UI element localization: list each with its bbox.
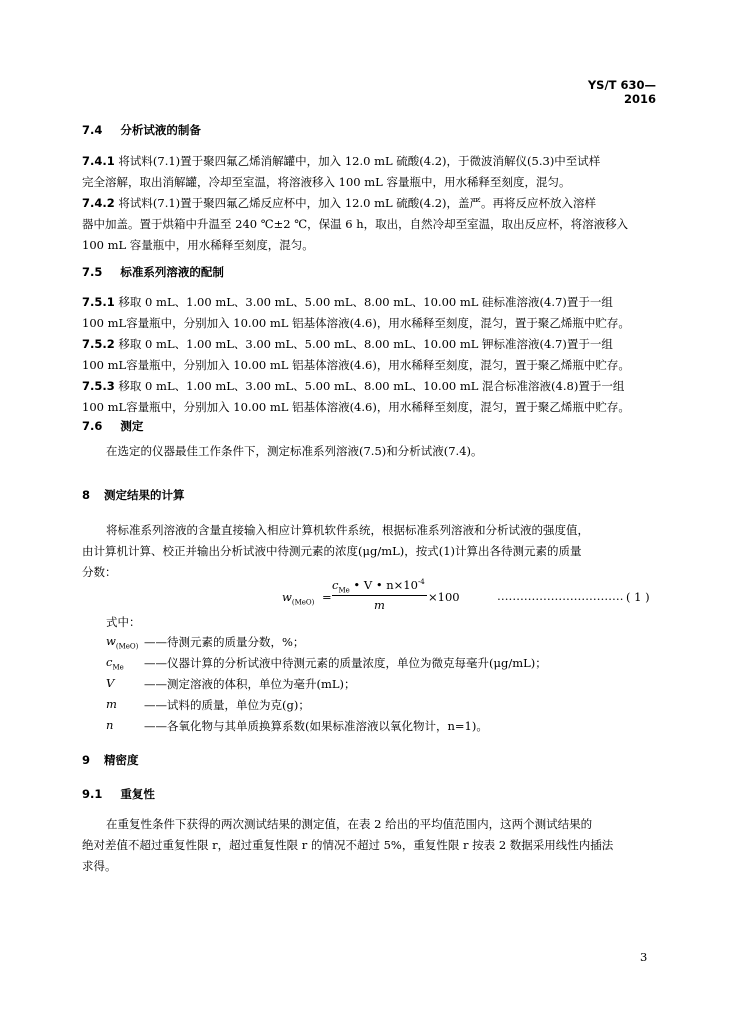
section-heading-7-5 <box>82 264 224 280</box>
section-number: 7.5 <box>82 265 103 279</box>
section-heading-9 <box>82 752 139 768</box>
section-number: 8 <box>82 488 91 502</box>
section-title: 测定 <box>120 419 144 433</box>
text-line: 将试料(7.1)置于聚四氟乙烯消解罐中，加入 12.0 mL 硫酸(4.2)，于微波消解仪(5.3)中至试样 <box>118 154 601 168</box>
definition-row: $w_{(MeO)}$ ——待测元素的质量分数，%； <box>106 634 305 651</box>
text-line: 移取 0 mL、1.00 mL、3.00 mL、5.00 mL、8.00 mL、10.00 mL 混合标准溶液(4.8)置于一组 <box>118 379 625 393</box>
formula-equals: = <box>322 590 332 604</box>
text-line: 100 mL容量瓶中，分别加入 10.00 mL 铝基体溶液(4.6)，用水稀释至刻度，混匀，置于聚乙烯瓶中贮存。 <box>82 316 630 330</box>
page-number: 3 <box>640 950 648 964</box>
text-line: 移取 0 mL、1.00 mL、3.00 mL、5.00 mL、8.00 mL、10.00 mL 钾标准溶液(4.7)置于一组 <box>118 337 613 351</box>
text-line: 求得。 <box>82 859 117 873</box>
text-line: 100 mL容量瓶中，分别加入 10.00 mL 铝基体溶液(4.6)，用水稀释至刻度，混匀，置于聚乙烯瓶中贮存。 <box>82 358 630 372</box>
formula-multiplier: ×100 <box>428 590 460 604</box>
section-title: 测定结果的计算 <box>104 488 185 502</box>
paragraph-7-5-2 <box>82 334 613 355</box>
clause-number: 7.5.2 <box>82 337 115 351</box>
paragraph-7-4-2 <box>82 193 596 214</box>
clause-number: 7.5.3 <box>82 379 115 393</box>
paragraph-7-5-1 <box>82 292 613 313</box>
section-heading-9-1 <box>82 786 155 802</box>
text-line: 100 mL 容量瓶中，用水稀释至刻度，混匀。 <box>82 238 314 252</box>
section-heading-7-4 <box>82 122 201 138</box>
section-heading-7-6 <box>82 418 143 434</box>
text-line: 分数： <box>82 565 117 579</box>
paragraph-7-6: 在选定的仪器最佳工作条件下，测定标准系列溶液(7.5)和分析试液(7.4)。 <box>106 444 483 458</box>
clause-number: 7.5.1 <box>82 295 115 309</box>
section-number: 7.6 <box>82 419 103 433</box>
section-title: 重复性 <box>120 787 155 801</box>
paragraph-7-5-3 <box>82 376 624 397</box>
formula-numerator: $c_{Me}$ • V • $n\times 10^{-4}$ <box>332 578 425 595</box>
where-label: 式中： <box>106 615 141 629</box>
text-line: 在重复性条件下获得的两次测试结果的测定值，在表 2 给出的平均值范围内，这两个测试结果的 <box>106 817 593 831</box>
section-heading-8 <box>82 487 185 503</box>
text-line: 绝对差值不超过重复性限 r，超过重复性限 r 的情况不超过 5%，重复性限 r 按表 2 数据采用线性内插法 <box>82 838 614 852</box>
text-line: 将试料(7.1)置于聚四氟乙烯反应杯中，加入 12.0 mL 硫酸(4.2)，盖严。再将反应杯放入溶样 <box>118 196 597 210</box>
formula-denominator: m <box>374 598 385 612</box>
section-title: 精密度 <box>104 753 139 767</box>
section-number: 9.1 <box>82 787 103 801</box>
section-title: 标准系列溶液的配制 <box>120 265 224 279</box>
text-line: 器中加盖。置于烘箱中升温至 240 ℃±2 ℃，保温 6 h，取出，自然冷却至室温，取出反应杯，将溶液移入 <box>82 217 629 231</box>
text-line: 移取 0 mL、1.00 mL、3.00 mL、5.00 mL、8.00 mL、10.00 mL 硅标准溶液(4.7)置于一组 <box>118 295 613 309</box>
fraction-line <box>332 595 427 596</box>
formula-leader-dots: …………………………… <box>497 589 624 603</box>
definition-row: $c_{Me}$ ——仪器计算的分析试液中待测元素的质量浓度，单位为微克每毫升(μg/mL)； <box>106 655 547 672</box>
text-line: 完全溶解，取出消解罐，冷却至室温，将溶液移入 100 mL 容量瓶中，用水稀释至刻度，混匀。 <box>82 175 571 189</box>
section-title: 分析试液的制备 <box>120 123 201 137</box>
text-line: 由计算机计算、校正并输出分析试液中待测元素的浓度(μg/mL)，按式(1)计算出各待测元素的质量 <box>82 544 582 558</box>
standard-code: YS/T 630—2016 <box>587 78 656 106</box>
clause-number: 7.4.2 <box>82 196 115 210</box>
text-line: 100 mL容量瓶中，分别加入 10.00 mL 铝基体溶液(4.6)，用水稀释至刻度，混匀，置于聚乙烯瓶中贮存。 <box>82 400 630 414</box>
definition-row: V ——测定溶液的体积，单位为毫升(mL)； <box>106 676 356 691</box>
text-line: 将标准系列溶液的含量直接输入相应计算机软件系统，根据标准系列溶液和分析试液的强度值， <box>106 523 589 537</box>
clause-number: 7.4.1 <box>82 154 115 168</box>
formula-1 <box>282 578 662 614</box>
definition-row: m ——试料的质量，单位为克(g)； <box>106 697 310 712</box>
formula-lhs: $w_{(MeO)}$ <box>282 590 315 607</box>
paragraph-7-4-1 <box>82 151 600 172</box>
section-number: 9 <box>82 753 91 767</box>
formula-number: ( 1 ) <box>626 590 650 604</box>
definition-row: n ——各氧化物与其单质换算系数(如果标准溶液以氧化物计，n=1)。 <box>106 718 488 733</box>
section-number: 7.4 <box>82 123 103 137</box>
